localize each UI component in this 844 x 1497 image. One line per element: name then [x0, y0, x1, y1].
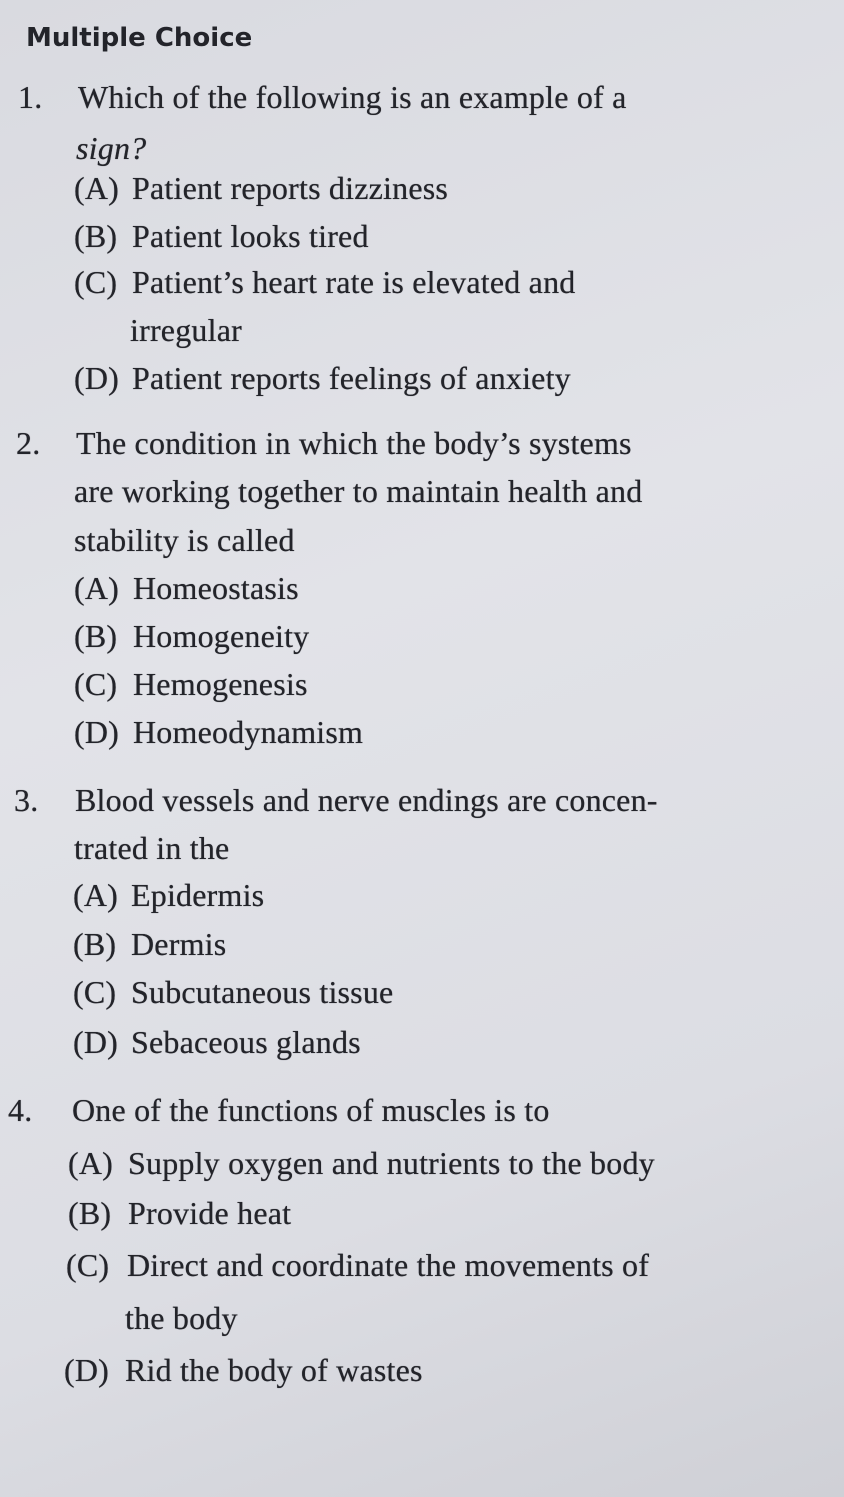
option-letter: (A): [74, 570, 120, 606]
option-letter: (A): [74, 170, 120, 206]
option-letter: (B): [74, 618, 118, 654]
option-letter: (D): [73, 1024, 119, 1060]
question-stem: Which of the following is an example of a: [78, 79, 627, 115]
question-number: 4.: [8, 1092, 33, 1128]
question-number: 2.: [16, 425, 41, 461]
question-number: 3.: [14, 782, 39, 818]
question-stem: are working together to maintain health and: [74, 473, 643, 509]
option-letter: (C): [74, 264, 118, 300]
option-text: Homeodynamism: [133, 714, 364, 750]
question-stem: trated in the: [74, 830, 230, 866]
option-text: Patient looks tired: [132, 218, 369, 254]
option-text: Supply oxygen and nutrients to the body: [128, 1145, 655, 1181]
question-stem: stability is called: [74, 522, 295, 558]
option-text: Subcutaneous tissue: [131, 974, 394, 1010]
option-text: Patient reports dizziness: [132, 170, 449, 206]
option-letter: (D): [74, 360, 120, 396]
question-stem: One of the functions of muscles is to: [72, 1092, 550, 1128]
option-letter: (C): [66, 1247, 110, 1283]
option-text: Rid the body of wastes: [125, 1352, 423, 1388]
question-stem: sign?: [76, 130, 147, 166]
option-text: Hemogenesis: [133, 666, 308, 702]
option-letter: (B): [68, 1195, 112, 1231]
question-stem: Blood vessels and nerve endings are concen-: [75, 782, 658, 818]
option-text: Patient reports feelings of anxiety: [132, 360, 571, 396]
option-letter: (A): [73, 877, 119, 913]
question-number: 1.: [18, 79, 43, 115]
option-text: Homeostasis: [133, 570, 299, 606]
option-text: Dermis: [131, 926, 227, 962]
option-text: the body: [125, 1300, 238, 1336]
option-letter: (D): [64, 1352, 110, 1388]
option-letter: (A): [68, 1145, 114, 1181]
option-letter: (B): [74, 218, 118, 254]
option-text: Epidermis: [131, 877, 265, 913]
option-text: Provide heat: [128, 1195, 292, 1231]
option-text: irregular: [130, 312, 242, 348]
option-text: Homogeneity: [133, 618, 310, 654]
question-stem: The condition in which the body’s systems: [76, 425, 632, 461]
section-heading: Multiple Choice: [26, 23, 253, 53]
option-text: Sebaceous glands: [131, 1024, 361, 1060]
option-letter: (B): [73, 926, 117, 962]
option-letter: (D): [74, 714, 120, 750]
option-text: Direct and coordinate the movements of: [127, 1247, 650, 1283]
option-letter: (C): [73, 974, 117, 1010]
option-letter: (C): [74, 666, 118, 702]
option-text: Patient’s heart rate is elevated and: [132, 264, 576, 300]
